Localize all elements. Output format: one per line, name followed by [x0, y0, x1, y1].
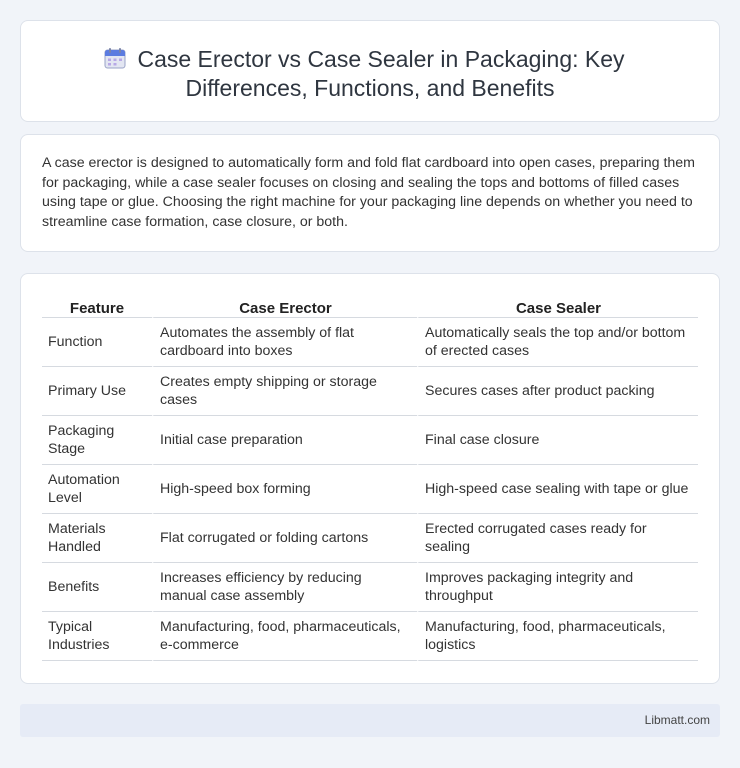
row-case-sealer: Manufacturing, food, pharmaceuticals, logistics [417, 612, 698, 661]
row-case-erector: Initial case preparation [152, 416, 417, 465]
row-feature: Typical Industries [42, 612, 152, 661]
footer-bar [20, 704, 720, 737]
row-feature: Automation Level [42, 465, 152, 514]
row-case-erector: Creates empty shipping or storage cases [152, 367, 417, 416]
row-case-erector: Automates the assembly of flat cardboard into boxes [152, 318, 417, 367]
title-card [20, 20, 720, 122]
header-case-erector: Case Erector [152, 295, 417, 318]
row-case-sealer: Final case closure [417, 416, 698, 465]
page-title-line-2: Differences, Functions, and Benefits [185, 75, 555, 101]
row-case-sealer: High-speed case sealing with tape or glue [417, 465, 698, 514]
row-feature: Function [42, 318, 152, 367]
intro-card [20, 134, 720, 252]
comparison-card [20, 273, 720, 684]
row-case-sealer: Automatically seals the top and/or bottom of erected cases [417, 318, 698, 367]
table-row [42, 465, 698, 514]
row-case-erector: Increases efficiency by reducing manual case assembly [152, 563, 417, 612]
page-title-line-1: Case Erector vs Case Sealer in Packaging: Key [137, 46, 625, 72]
header-case-sealer: Case Sealer [417, 295, 698, 318]
table-row [42, 367, 698, 416]
row-case-erector: Flat corrugated or folding cartons [152, 514, 417, 563]
intro-paragraph: A case erector is designed to automatically form and fold flat cardboard into open cases, preparing them for packaging, while a case sealer focuses on closing and sealing the tops and bottoms of filled cases using tape or glue. Choosing the right machine for your packaging line depends on whether you need to streamline case formation, case closure, or both. [42, 155, 695, 230]
header-feature: Feature [42, 295, 152, 318]
table-row [42, 612, 698, 661]
table-row [42, 514, 698, 563]
table-row [42, 318, 698, 367]
row-case-erector: High-speed box forming [152, 465, 417, 514]
row-case-sealer: Erected corrugated cases ready for sealing [417, 514, 698, 563]
row-feature: Packaging Stage [42, 416, 152, 465]
row-case-erector: Manufacturing, food, pharmaceuticals, e-commerce [152, 612, 417, 661]
row-feature: Materials Handled [42, 514, 152, 563]
footer-site-link[interactable]: Libmatt.com [644, 713, 710, 727]
table-header-row [42, 295, 698, 318]
page-title [21, 45, 719, 103]
comparison-table [42, 295, 698, 661]
row-case-sealer: Secures cases after product packing [417, 367, 698, 416]
row-case-sealer: Improves packaging integrity and throughput [417, 563, 698, 612]
row-feature: Primary Use [42, 367, 152, 416]
row-feature: Benefits [42, 563, 152, 612]
table-row [42, 416, 698, 465]
table-row [42, 563, 698, 612]
